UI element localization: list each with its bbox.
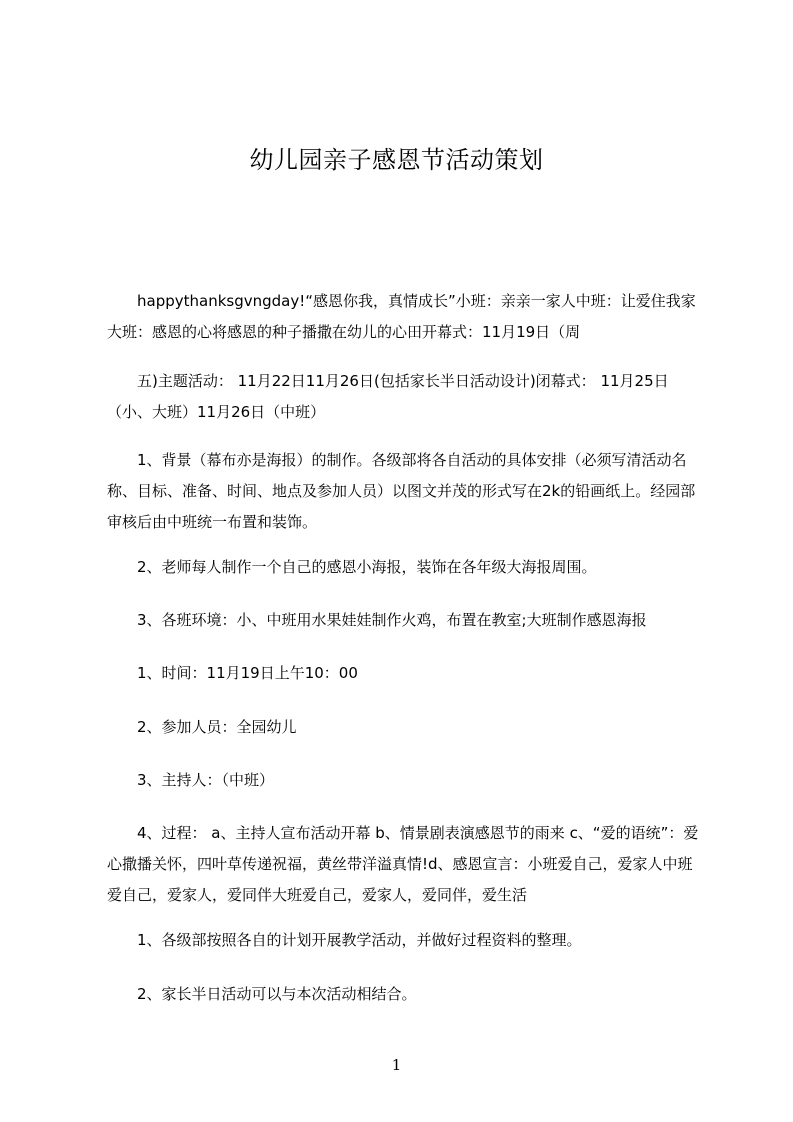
paragraph: 4、过程： a、主持人宣布活动开幕 b、情景剧表演感恩节的雨来 c、“爱的语统”：爱心撒播关怀，四叶草传递祝福，黄丝带洋溢真情!d、感恩宣言：小班爱自己，爱家人中班爱自己，爱家人，爱同伴大班爱自己，爱家人，爱同伴，爱生活 (107, 824, 699, 904)
page-number: 1 (391, 1056, 402, 1074)
paragraph: 3、各班环境：小、中班用水果娃娃制作火鸡，布置在教室;大班制作感恩海报 (107, 611, 647, 629)
paragraph: 五)主题活动： 11月22日11月26日(包括家长半日活动设计)闭幕式： 11月25日（小、大班）11月26日（中班） (107, 372, 669, 421)
paragraph: 2、参加人员：全园幼儿 (107, 718, 297, 736)
paragraph: 3、主持人：（中班） (107, 771, 275, 789)
paragraph: 1、背景（幕布亦是海报）的制作。各级部将各自活动的具体安排（必须写清活动名称、目标、准备、时间、地点及参加人员）以图文并茂的形式写在2k的铅画纸上。经园部审核后由中班统一布置和装饰。 (107, 451, 696, 531)
document-title: 幼儿园亲子感恩节活动策划 (249, 146, 544, 174)
paragraph: 1、各级部按照各自的计划开展教学活动，并做好过程资料的整理。 (107, 931, 582, 949)
paragraph: 2、老师每人制作一个自己的感恩小海报，装饰在各年级大海报周围。 (107, 558, 597, 576)
paragraph: 1、时间：11月19日上午10：00 (107, 664, 358, 682)
paragraph: 2、家长半日活动可以与本次活动相结合。 (107, 985, 417, 1003)
paragraph: happythanksgvngday!“感恩你我，真情成长”小班：亲亲一家人中班：让爱住我家大班：感恩的心将感恩的种子播撒在幼儿的心田开幕式：11月19日（周 (107, 292, 696, 341)
